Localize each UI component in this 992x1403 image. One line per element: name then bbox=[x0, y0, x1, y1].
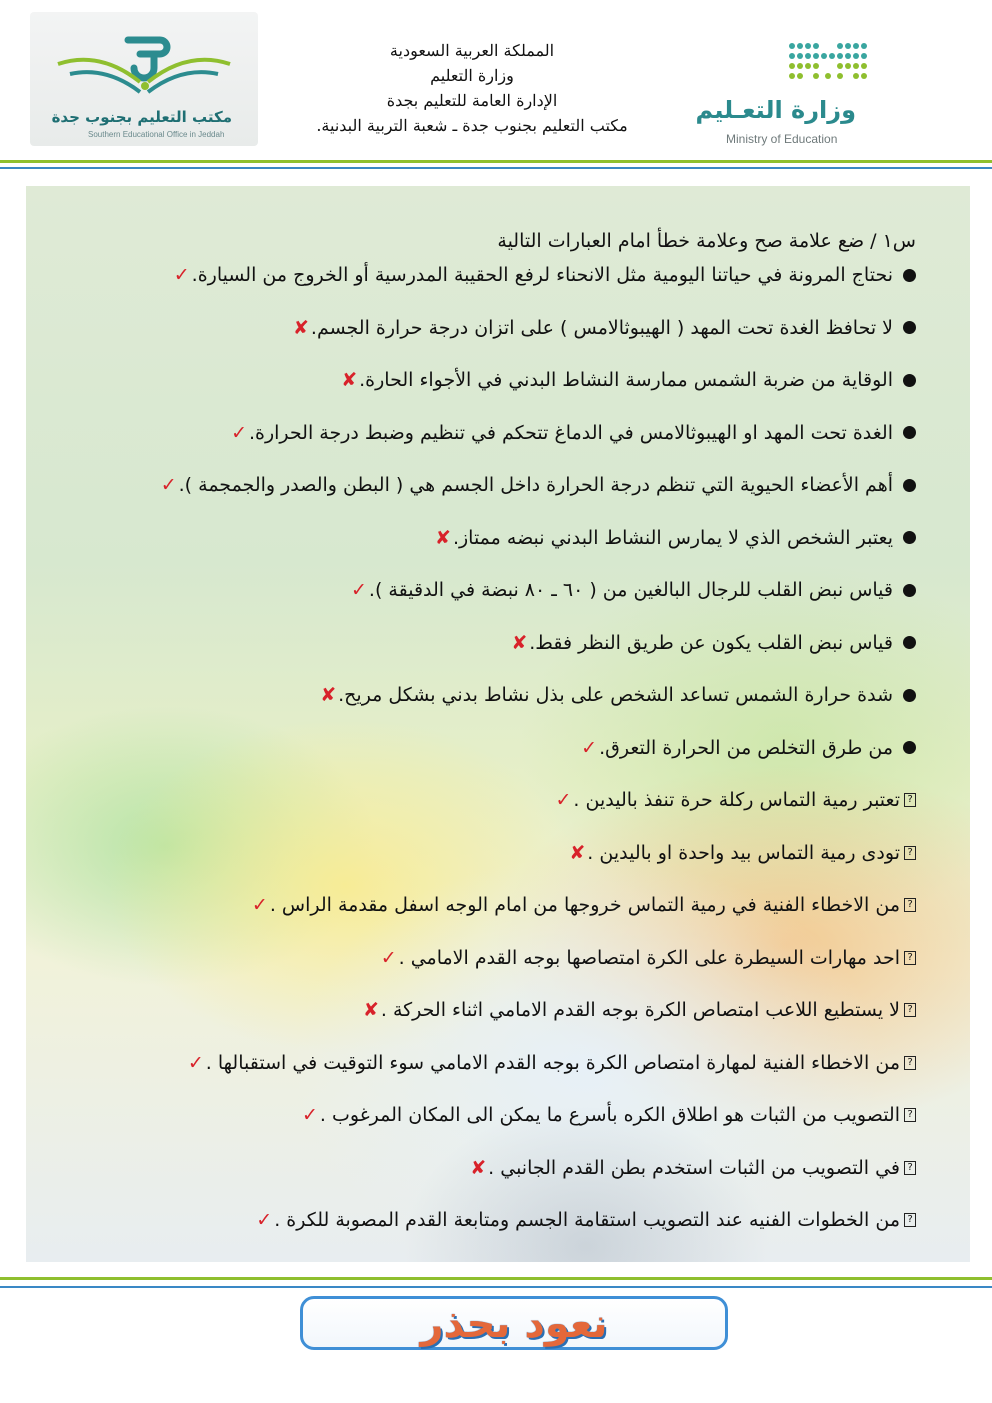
ministry-logo bbox=[695, 40, 868, 152]
slogan-text: نعود بحذر bbox=[420, 1301, 608, 1347]
bullet-icon bbox=[903, 321, 916, 334]
statement-item bbox=[381, 947, 916, 969]
statement-item bbox=[435, 527, 916, 549]
header-divider-green bbox=[0, 160, 992, 163]
bullet-icon bbox=[903, 269, 916, 282]
box-glyph-icon: ? bbox=[904, 1161, 916, 1175]
bullet-icon bbox=[903, 584, 916, 597]
statement-item bbox=[231, 422, 916, 444]
box-glyph-icon: ? bbox=[904, 1108, 916, 1122]
bullet-icon bbox=[903, 426, 916, 439]
check-mark-icon: ✓ bbox=[555, 789, 572, 811]
header-line-office: مكتب التعليم بجنوب جدة ـ شعبة التربية البدنية. bbox=[316, 116, 628, 135]
statement-item bbox=[351, 579, 916, 601]
statement-text: التصويب من الثبات هو اطلاق الكره بأسرع ما يمكن الى المكان المرغوب . bbox=[319, 1104, 900, 1126]
box-glyph-icon: ? bbox=[904, 846, 916, 860]
question-title: س١ / ضع علامة صح وعلامة خطأ امام العبارات التالية bbox=[497, 230, 916, 252]
ministry-dots-icon bbox=[788, 40, 868, 86]
statement-text: من الخطوات الفنيه عند التصويب استقامة الجسم ومتابعة القدم المصوبة للكرة . bbox=[274, 1209, 900, 1231]
header-line-administration: الإدارة العامة للتعليم بجدة bbox=[386, 91, 558, 110]
slogan-banner bbox=[300, 1296, 728, 1350]
cross-mark-icon: ✘ bbox=[341, 369, 358, 391]
statement-text: يعتبر الشخص الذي لا يمارس النشاط البدني نبضه ممتاز. bbox=[452, 526, 893, 549]
bullet-icon bbox=[903, 531, 916, 544]
check-mark-icon: ✓ bbox=[173, 264, 190, 286]
box-glyph-icon: ? bbox=[904, 1056, 916, 1070]
bullet-icon bbox=[903, 479, 916, 492]
ministry-logo-arabic: وزارة التعـليم bbox=[695, 96, 856, 124]
statement-item bbox=[511, 632, 916, 654]
check-mark-icon: ✓ bbox=[160, 474, 177, 496]
cross-mark-icon: ✘ bbox=[292, 316, 309, 339]
header-line-ministry: وزارة التعليم bbox=[430, 66, 514, 85]
statement-item bbox=[188, 1052, 916, 1074]
statement-text: تعتبر رمية التماس ركلة حرة تنفذ باليدين . bbox=[573, 789, 900, 811]
statement-text: الغدة تحت المهد او الهيبوثالامس في الدماغ تتحكم في تنظيم وضبط درجة الحرارة. bbox=[248, 421, 893, 444]
statement-item bbox=[470, 1157, 916, 1179]
statement-text: لا يستطيع اللاعب امتصاص الكرة بوجه القدم الامامي اثناء الحركة . bbox=[380, 999, 900, 1021]
check-mark-icon: ✓ bbox=[301, 1104, 318, 1126]
question-panel bbox=[26, 186, 970, 1262]
bullet-icon bbox=[903, 741, 916, 754]
statement-text: تودى رمية التماس بيد واحدة او باليدين . bbox=[587, 841, 900, 864]
check-mark-icon: ✓ bbox=[380, 946, 397, 969]
ministry-logo-english: Ministry of Education bbox=[726, 132, 838, 146]
statement-item bbox=[581, 737, 916, 759]
bullet-icon bbox=[903, 374, 916, 387]
statement-item bbox=[293, 317, 916, 339]
statement-item bbox=[252, 894, 916, 916]
box-glyph-icon: ? bbox=[904, 1213, 916, 1227]
box-glyph-icon: ? bbox=[904, 1003, 916, 1017]
cross-mark-icon: ✘ bbox=[362, 999, 379, 1021]
cross-mark-icon: ✘ bbox=[320, 684, 337, 706]
check-mark-icon: ✓ bbox=[231, 421, 247, 444]
bullet-icon bbox=[903, 689, 916, 702]
statement-text: نحتاج المرونة في حياتنا اليومية مثل الانحناء لرفع الحقيبة المدرسية أو الخروج من السيارة. bbox=[191, 264, 893, 286]
statement-item bbox=[556, 789, 917, 811]
statement-text: الوقاية من ضربة الشمس ممارسة النشاط البدني في الأجواء الحارة. bbox=[359, 369, 893, 391]
statement-text: في التصويب من الثبات استخدم بطن القدم الجانبي . bbox=[488, 1156, 900, 1179]
check-mark-icon: ✓ bbox=[581, 736, 598, 759]
box-glyph-icon: ? bbox=[904, 951, 916, 965]
check-mark-icon: ✓ bbox=[187, 1051, 204, 1074]
statement-text: قياس نبض القلب يكون عن طريق النظر فقط. bbox=[529, 631, 893, 654]
cross-mark-icon: ✘ bbox=[435, 526, 451, 549]
statement-item bbox=[161, 474, 916, 496]
footer-divider-green bbox=[0, 1277, 992, 1280]
header-divider-blue bbox=[0, 167, 992, 169]
box-glyph-icon: ? bbox=[904, 793, 916, 807]
cross-mark-icon: ✘ bbox=[511, 631, 528, 654]
cross-mark-icon: ✘ bbox=[569, 841, 586, 864]
bullet-icon bbox=[903, 636, 916, 649]
footer-divider-blue bbox=[0, 1286, 992, 1288]
header-line-kingdom: المملكة العربية السعودية bbox=[389, 41, 555, 60]
check-mark-icon: ✓ bbox=[251, 894, 268, 916]
statement-item bbox=[363, 999, 916, 1021]
box-glyph-icon: ? bbox=[904, 898, 916, 912]
statement-item bbox=[302, 1104, 916, 1126]
statement-text: قياس نبض القلب للرجال البالغين من ( ٦٠ ـ ٨٠ نبضة في الدقيقة ). bbox=[368, 579, 893, 601]
statement-item bbox=[174, 264, 916, 286]
statement-text: من الاخطاء الفنية لمهارة امتصاص الكرة بوجه القدم الامامي سوء التوقيت في استقبالها . bbox=[205, 1051, 900, 1074]
page-header bbox=[0, 0, 992, 160]
check-mark-icon: ✓ bbox=[351, 579, 367, 601]
header-text-block bbox=[262, 38, 682, 138]
statement-item bbox=[569, 842, 916, 864]
statement-text: لا تحافظ الغدة تحت المهد ( الهيبوثالامس ) على اتزان درجة حرارة الجسم. bbox=[310, 316, 893, 339]
statement-item bbox=[341, 369, 916, 391]
statement-text: شدة حرارة الشمس تساعد الشخص على بذل نشاط بدني بشكل مريح. bbox=[338, 684, 893, 706]
cross-mark-icon: ✘ bbox=[470, 1156, 487, 1179]
statement-text: احد مهارات السيطرة على الكرة امتصاصها بوجه القدم الامامي . bbox=[398, 946, 900, 969]
office-logo-subtitle: Southern Educational Office in Jeddah bbox=[88, 130, 225, 139]
statement-item bbox=[320, 684, 916, 706]
statement-text: أهم الأعضاء الحيوية التي تنظم درجة الحرارة داخل الجسم هي ( البطن والصدر والجمجمة ). bbox=[178, 474, 893, 496]
southern-office-logo bbox=[30, 12, 258, 146]
office-logo-title: مكتب التعليم بجنوب جدة bbox=[51, 108, 232, 126]
statement-text: من طرق التخلص من الحرارة التعرق. bbox=[599, 736, 893, 759]
check-mark-icon: ✓ bbox=[256, 1209, 273, 1231]
statement-text: من الاخطاء الفنية في رمية التماس خروجها من امام الوجه اسفل مقدمة الراس . bbox=[269, 894, 900, 916]
statement-item bbox=[256, 1209, 916, 1231]
office-wings-icon bbox=[56, 52, 232, 98]
